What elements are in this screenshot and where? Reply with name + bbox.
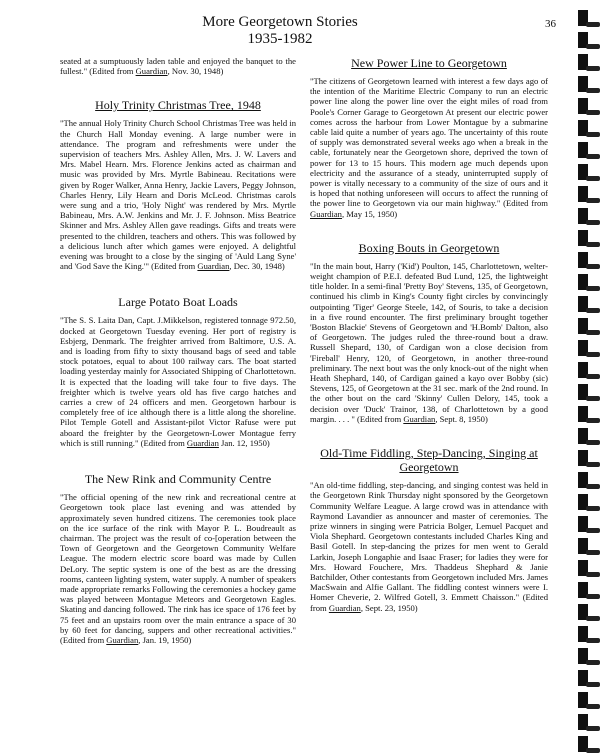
binding-wire [586, 132, 600, 137]
article-fiddling [310, 446, 548, 613]
binding-wire [586, 22, 600, 27]
article-new-rink [60, 472, 296, 645]
article-body: "In the main bout, Harry ('Kid') Poulton, 145, Charlottetown, welter-weight champion of P.E.I. defeated Bud Lund, 125, the lightweight title holder. In a semi-final 'Pretty Boy' Stevens, 135, of Georgetown, continued his climb in King's County fight circles by convincingly outpointing 'Tiger' George Steele, 142, of Souris, to take a decision in a five round encounter. The first preliminary brought together 'Boston Blackie' Stevens of Georgetown and 'H.Bomb' Dalton, also of Georgetown. The judges ruled the three-round bout a draw. Russell Shepard, 130, of Cardigan won a close decision from 'Fireball' Henry, 120, of Georgetown, in another three-round preliminary. The next bout was the only knock-out of the night when Heath Shephard, 140, of Cardigan gained a kayo over Bobby (sic) Stevens, 125, of Georgetown at the 31 sec. mark of the 2nd round. In the other bout on the card 'Skinny' Cullen Delory, 145, took a decision over 'Duck' Trainor, 138, of Charlottetown by a good margin. . . . " (Edited from Guardian, Sept. 8, 1950) [310, 260, 548, 424]
binding-wire [586, 682, 600, 687]
binding-wire [586, 704, 600, 709]
page-header [0, 14, 560, 48]
binding-wire [586, 484, 600, 489]
article-body: "An old-time fiddling, step-dancing, and singing contest was held in the Georgetown Rink Thursday night sponsored by the Georgetown Community Welfare League. A large crowd was in attendance with Raymond Lavandier as announcer and master of ceremonies. The prize winners in singing were Patricia Bolger, Lemuel Pacquet and Viola Shephard. Georgetown contestants included Charles King and Basil Gotell. In step-dancing the prizes for men went to Gerald Larkin, Joseph Longaphie and Isaac Fraser; for ladies they were for Mrs. Howard Fouchere, Mrs. Thaddeus Shephard & Janie Batchilder, Other contestants from Georgetown included Mrs. James MacSwain and Alfie Gallant. The fiddling contest winners were I. Homer Cheverie, 2. Wilfred Gotell, 3. Emmett Chaisson." (Edited from Guardian, Sept. 23, 1950) [310, 480, 548, 613]
left-column [60, 56, 296, 645]
article-potato-boat [60, 295, 296, 448]
right-column [310, 56, 548, 613]
binding-wire [586, 572, 600, 577]
article-body: "The annual Holy Trinity Church School Christmas Tree was held in the Church Hall Monday evening. A large number were in attendance. The program and refreshments were under the supervision of teachers Mrs. Ashley Allen, Mrs. J. W. Lavers and Mrs. Mabel Hearn. Mrs. Florence Jenkins acted as chairman and music was provided by Mrs. Myrtle Babineau. Recitations were given by Roger Walker, Anna Henry, Jackie Lavers, Peggy Johnson, Charles Henry, Lily Hearn and Doris McLeod. Christmas carols were sung and a trio, 'Holy Night' was rendered by Mrs. Myrtle Babineau, Mrs. A.W. Jenkins and Mr. J. F. Johnson. Miss Beatrice Skinner and Mrs. Ashley Allen gave readings. Gifts and treats were presented to the children, teachers and others. This was followed by a delicious lunch after which games were enjoyed. A delightful evening was brought to a close by the singing of 'Auld Lang Syne' and 'God Save the King.'" (Edited from Guardian, Dec. 30, 1948) [60, 118, 297, 272]
binding-wire [586, 242, 600, 247]
binding-wire [586, 286, 600, 291]
article-boxing [310, 241, 548, 424]
binding-wire [586, 462, 600, 467]
binding-wire [586, 660, 600, 665]
binding-wire [586, 110, 600, 115]
binding-wire [586, 308, 600, 313]
binding-wire [586, 594, 600, 599]
book-title: More Georgetown Stories [202, 14, 358, 30]
binding-wire [586, 616, 600, 621]
binding-wire [586, 220, 600, 225]
article-title: Old-Time Fiddling, Step-Dancing, Singing at Georgetown [320, 446, 538, 475]
continued-article [60, 56, 296, 76]
binding-wire [586, 528, 600, 533]
binding-wire [586, 176, 600, 181]
binding-wire [586, 198, 600, 203]
binding-wire [586, 66, 600, 71]
binding-wire [586, 418, 600, 423]
article-title: Boxing Bouts in Georgetown [358, 240, 500, 255]
spiral-binding [564, 0, 600, 750]
binding-wire [586, 154, 600, 159]
book-years: 1935-1982 [247, 31, 313, 47]
binding-wire [586, 374, 600, 379]
binding-wire [586, 44, 600, 49]
article-title: Holy Trinity Christmas Tree, 1948 [95, 98, 261, 113]
article-title: New Power Line to Georgetown [351, 56, 507, 70]
article-body: seated at a sumptuously laden table and enjoyed the banquet to the fullest." (Edited from Guardian, Nov. 30, 1948) [60, 56, 296, 77]
binding-wire [586, 726, 600, 731]
article-body: "The S. S. Laita Dan, Capt. J.Mikkelson, registered tonnage 972.50, docked at Georgetown Tuesday evening. Her port of registry is Esbjerg, Denmark. The freighter arrived from Baltimore, U.S. A. and is loading from fifty to sixty thousand bags of seed and table stock potatoes, equal to about 100 railway cars. The boat started loading yesterday mainly for Associated Shipping of Charlottetown. It is expected that the loading will take four to five days. The freighter which is twelve years old has five cargo hatches and carries a crew of 24 officers and men. Georgetown harbour is completely free of ice although there is a little along the shoreline. Pilot Temple Gotell and Assistant-pilot Victor Rafuse were put aboard the freighter by the Georgetown-Lower Montague ferry which is still running." (Edited from Guardian Jan. 12, 1950) [60, 315, 296, 448]
article-body: "The official opening of the new rink and recreational centre at Georgetown took place last evening and was attended by approximately seven hundred citizens. The ceremonies took place on the ice surface of the rink with Mayor P. L. Boudreault as chairman. The project was the result of co-[operation between the Town of Georgetown and the Georgetown Community Welfare League. The modern electric score board was made by Cullen DeLory. The septic system is one of the best as are the dressing rooms, canteen lighting system, water supply. A number of speakers made appropriate remarks Following the ceremonies a hockey game was played between Montague Meteors and Georgetown Eagles. Skating and dancing followed. The rink has ice space of 176 feet by 75 feet and an upstairs room over the main entrance a space of 30 by 60 feet for dancing, suppers and other recreational activities." (Edited from Guardian, Jan. 19, 1950) [60, 492, 296, 645]
binding-wire [586, 88, 600, 93]
page-number: 36 [545, 18, 556, 30]
article-body: "The citizens of Georgetown learned with interest a few days ago of the intention of the Maritime Electric Company to run an electric power line along the power line over the eight miles of road from Poole's Corner Garage to Georgetown At present our electric power comes across the harbour from Lower Montague by a submarine cable laid quite a number of years ago. The uncertainty of this route of supply was demonstrated several weeks ago when a break in the cable, fortunately near the Georgetown shore, deprived the town of power for 13 to 15 hours. This modern age much depends upon electricity and the assurance of a steady, uninterrupted supply of power is vitally necessary to a community of the size of ours and it is hoped that nothing unforeseen will occurs to affect the running of the power line to Georgetown via our main highway." (Edited from Guardian, May 15, 1950) [310, 76, 548, 219]
binding-wire [586, 396, 600, 401]
binding-wire [586, 352, 600, 357]
binding-wire [586, 550, 600, 555]
binding-wire [586, 638, 600, 643]
article-title: Large Potato Boat Loads [118, 295, 238, 310]
binding-wire [586, 506, 600, 511]
article-power-line [310, 56, 548, 219]
binding-wire [586, 330, 600, 335]
binding-wire [586, 748, 600, 753]
binding-wire [586, 440, 600, 445]
article-holy-trinity [60, 98, 296, 271]
article-title: The New Rink and Community Centre [84, 472, 272, 487]
binding-wire [586, 264, 600, 269]
